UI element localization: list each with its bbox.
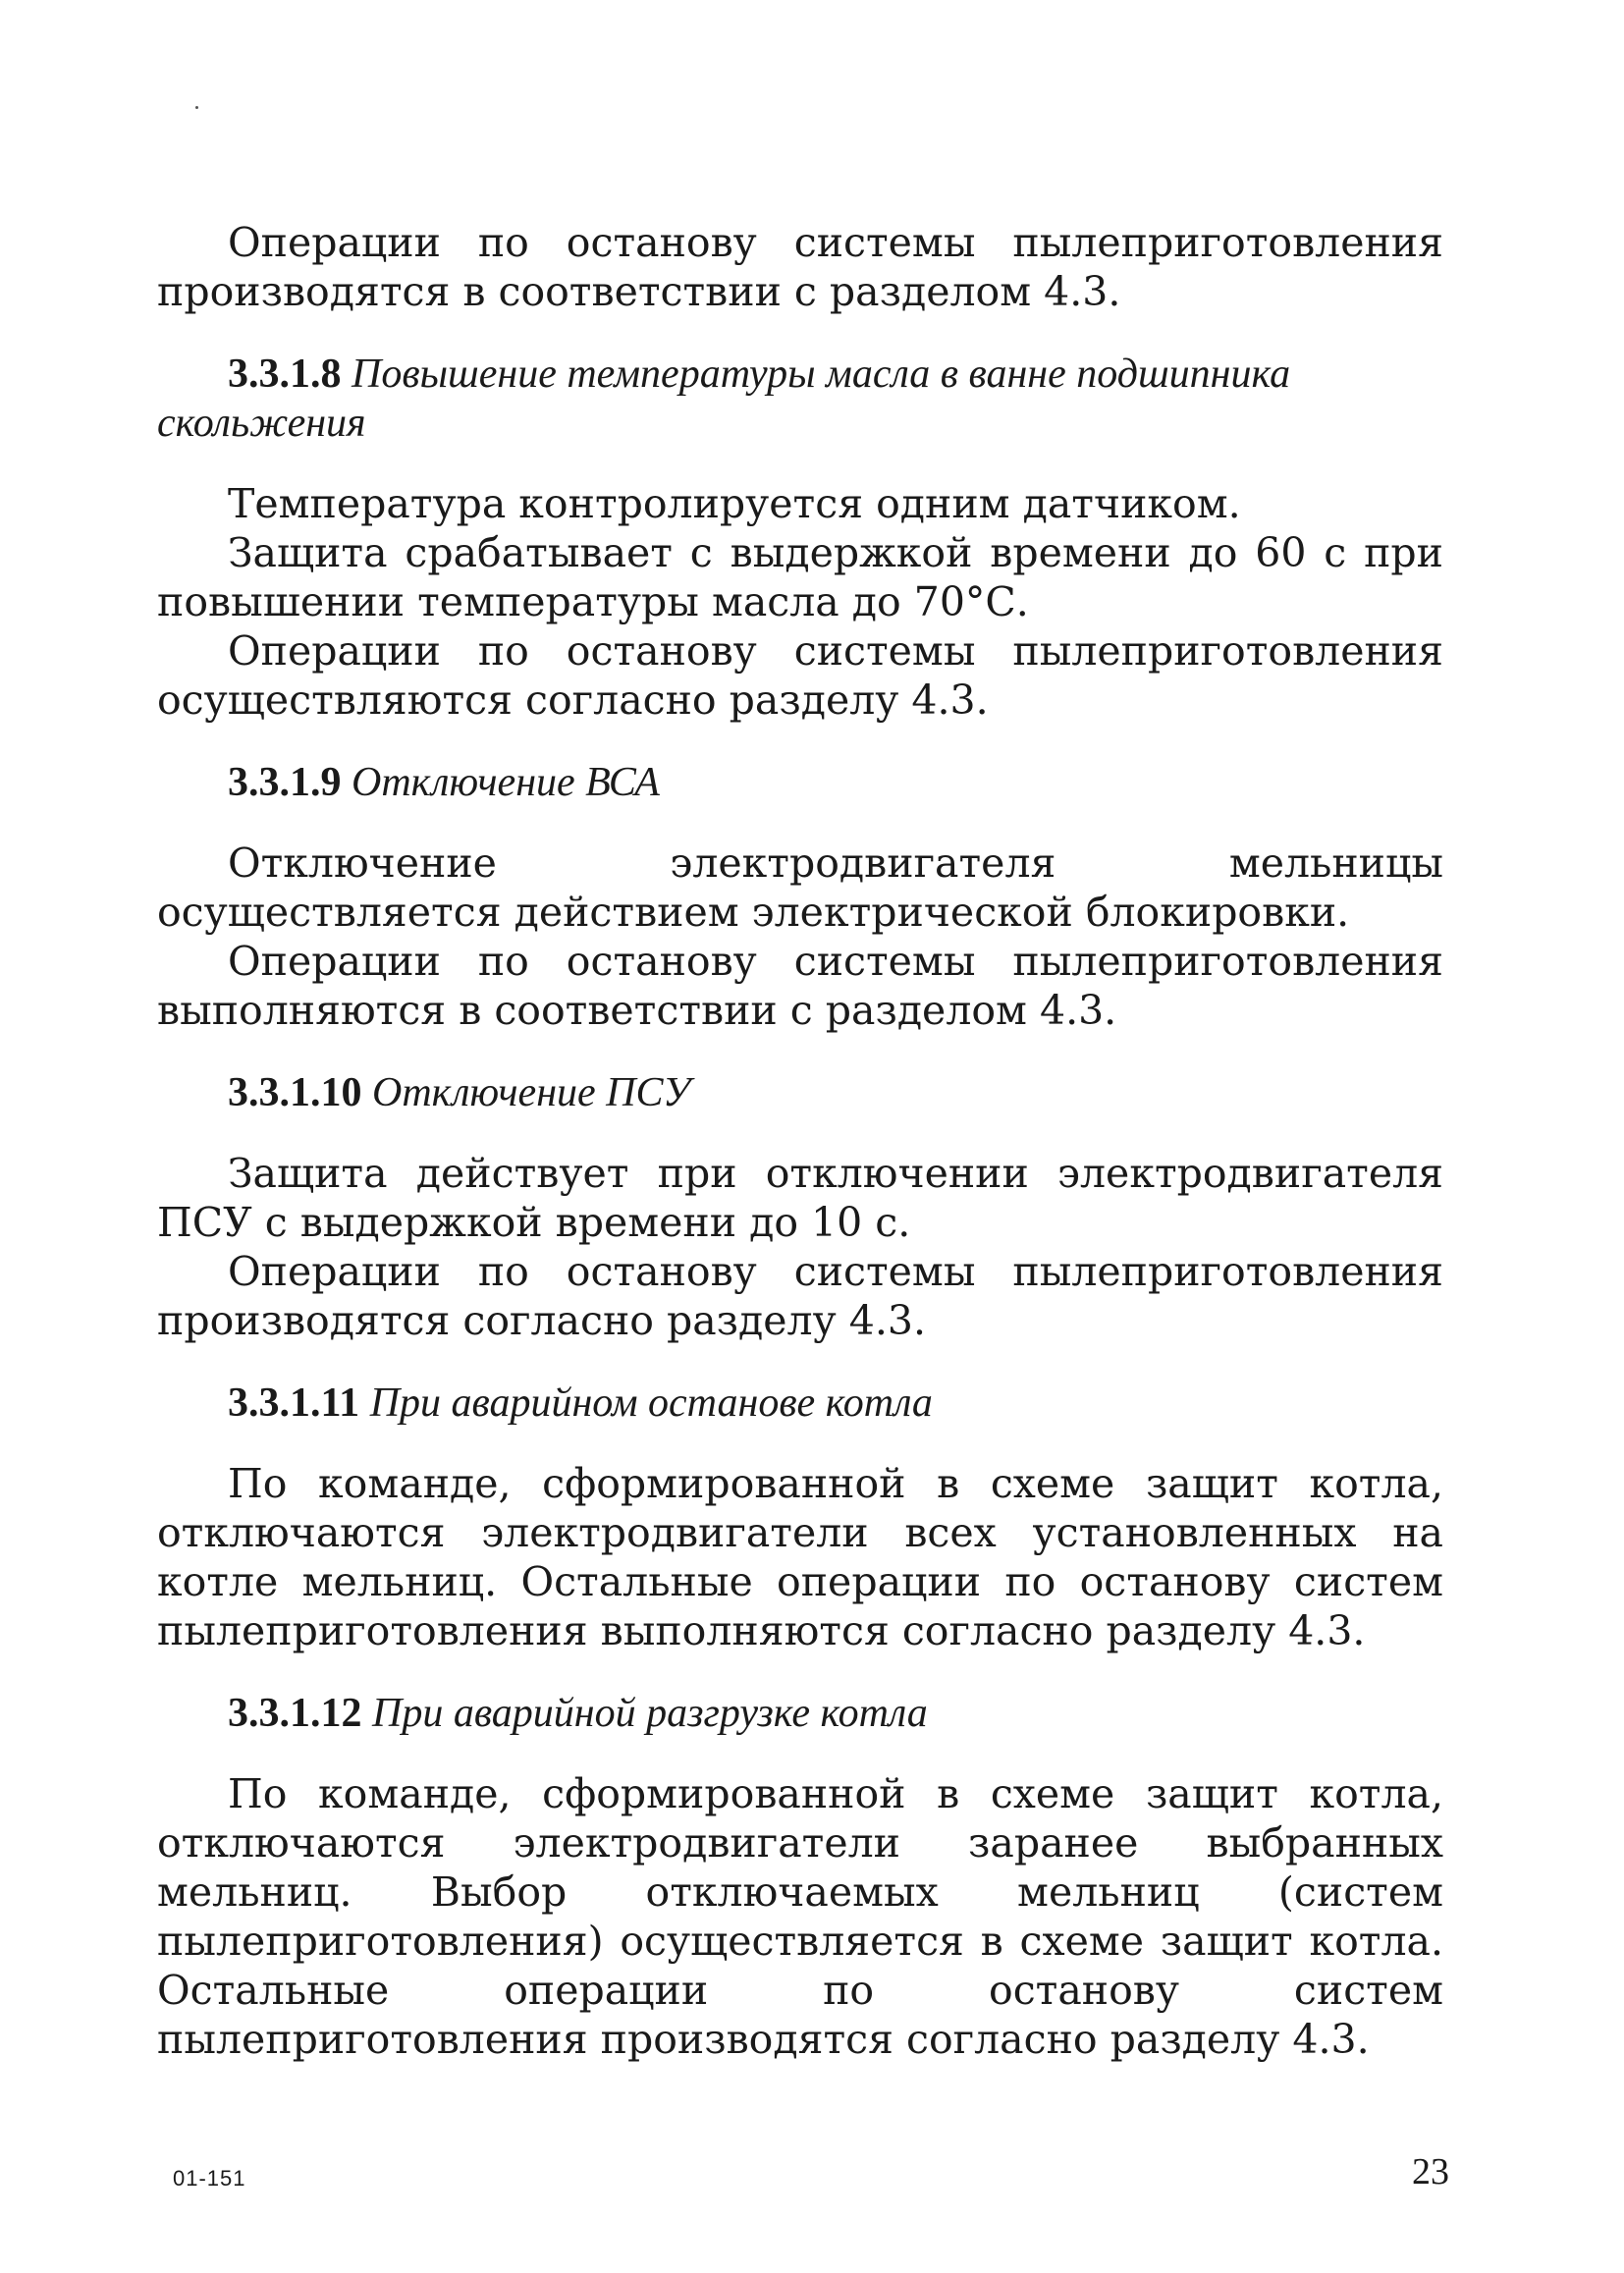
scan-speck: [195, 106, 198, 109]
section-3-3-1-10: [157, 1068, 1443, 1345]
section-paragraph: Отключение электродвигателя мельницы осуществляется действием электрической блокировки.: [157, 839, 1443, 936]
section-number: 3.3.1.8: [228, 352, 342, 397]
section-title: При аварийной разгрузке котла: [372, 1691, 928, 1736]
section-paragraph: По команде, сформированной в схеме защит котла, отключаются электродвигатели всех установленных на котле мельниц. Остальные операции по останову систем пылеприготовления выполняются согласно разделу 4.3.: [157, 1460, 1443, 1654]
section-heading: [157, 350, 1443, 448]
section-paragraph: Температура контролируется одним датчиком.: [228, 480, 1241, 527]
section-heading: [157, 1068, 1443, 1117]
section-number: 3.3.1.11: [228, 1380, 360, 1426]
section-number: 3.3.1.12: [228, 1691, 362, 1736]
section-paragraph: По команде, сформированной в схеме защит котла, отключаются электродвигатели заранее выбранных мельниц. Выбор отключаемых мельниц (систем пылеприготовления) осуществляется в схеме защит котла. Остальные операции по останову систем пылеприготовления производятся согласно разделу 4.3.: [157, 1770, 1443, 2063]
section-title: Повышение температуры масла в ванне подшипника скольжения: [157, 352, 1291, 446]
section-paragraph: Операции по останову системы пылеприготовления выполняются в соответствии с разделом 4.3.: [157, 938, 1443, 1034]
page-number: 23: [1412, 2151, 1449, 2192]
section-heading: [157, 1689, 1443, 1738]
section-3-3-1-11: [157, 1379, 1443, 1655]
section-3-3-1-8: [157, 350, 1443, 725]
intro-paragraph: Операции по останову системы пылеприготовления производятся в соответствии с разделом 4.3.: [157, 219, 1443, 315]
section-paragraph: Защита действует при отключении электродвигателя ПСУ с выдержкой времени до 10 с.: [157, 1150, 1443, 1246]
section-title: Отключение ПСУ: [372, 1070, 691, 1115]
document-code: 01-151: [173, 2166, 246, 2191]
section-number: 3.3.1.9: [228, 760, 342, 805]
section-paragraph: Защита срабатывает с выдержкой времени до 60 с при повышении температуры масла до 70°С.: [157, 529, 1443, 625]
section-paragraph: Операции по останову системы пылеприготовления осуществляются согласно разделу 4.3.: [157, 627, 1443, 724]
section-number: 3.3.1.10: [228, 1070, 362, 1115]
section-3-3-1-9: [157, 758, 1443, 1035]
section-paragraph: Операции по останову системы пылеприготовления производятся согласно разделу 4.3.: [157, 1248, 1443, 1344]
section-title: При аварийном останове котла: [369, 1380, 933, 1426]
section-title: Отключение ВСА: [352, 760, 660, 805]
text-column: [157, 218, 1443, 2064]
section-heading: [157, 1379, 1443, 1428]
section-heading: [157, 758, 1443, 807]
section-3-3-1-12: [157, 1689, 1443, 2064]
